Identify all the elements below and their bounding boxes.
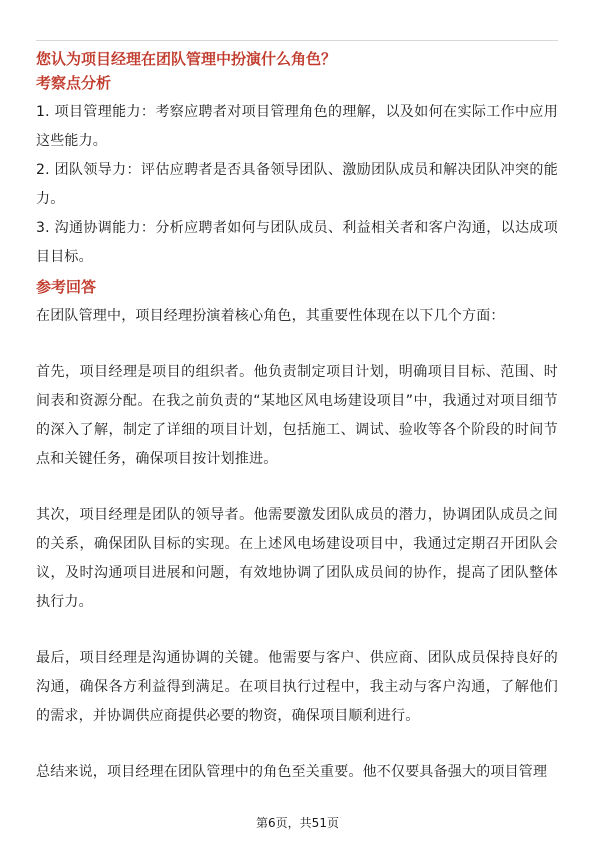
question-title: 您认为项目经理在团队管理中扮演什么角色？: [36, 50, 337, 68]
answer-paragraph: 首先，项目经理是项目的组织者。他负责制定项目计划，明确项目目标、范围、时间表和资源分配。在我之前负责的“某地区风电场建设项目”中，我通过对项目细节的深入了解，制定了详细的项目计划，包括施工、调试、验收等各个阶段的时间节点和关键任务，确保项目按计划推进。: [36, 364, 558, 467]
analysis-item: 1. 项目管理能力：考察应聘者对项目管理角色的理解，以及如何在实际工作中应用这些能力。: [36, 104, 558, 149]
analysis-item: 3. 沟通协调能力：分析应聘者如何与团队成员、利益相关者和客户沟通，以达成项目目标。: [36, 220, 558, 265]
page-number: 第6页，共51页: [256, 816, 339, 830]
analysis-list: [36, 98, 558, 272]
analysis-item: 2. 团队领导力：评估应聘者是否具备领导团队、激励团队成员和解决团队冲突的能力。: [36, 162, 558, 207]
answer-heading: 参考回答: [36, 278, 97, 296]
document-body: [36, 48, 558, 787]
analysis-heading: 考察点分析: [36, 74, 112, 92]
paragraph-gap: [36, 474, 558, 501]
paragraph-gap: [36, 617, 558, 644]
answer-intro: 在团队管理中，项目经理扮演着核心角色，其重要性体现在以下几个方面：: [36, 308, 505, 324]
header-rule: [36, 40, 558, 41]
answer-paragraph: 总结来说，项目经理在团队管理中的角色至关重要。他不仅要具备强大的项目管理: [36, 764, 548, 780]
answer-paragraph: 其次，项目经理是团队的领导者。他需要激发团队成员的潜力，协调团队成员之间的关系，确保团队目标的实现。在上述风电场建设项目中，我通过定期召开团队会议，及时沟通项目进展和问题，有效地协调了团队成员间的协作，提高了团队整体执行力。: [36, 507, 558, 610]
paragraph-gap: [36, 731, 558, 758]
paragraph-gap: [36, 331, 558, 358]
answer-paragraph: 最后，项目经理是沟通协调的关键。他需要与客户、供应商、团队成员保持良好的沟通，确保各方利益得到满足。在项目执行过程中，我主动与客户沟通，了解他们的需求，并协调供应商提供必要的物资，确保项目顺利进行。: [36, 650, 558, 724]
